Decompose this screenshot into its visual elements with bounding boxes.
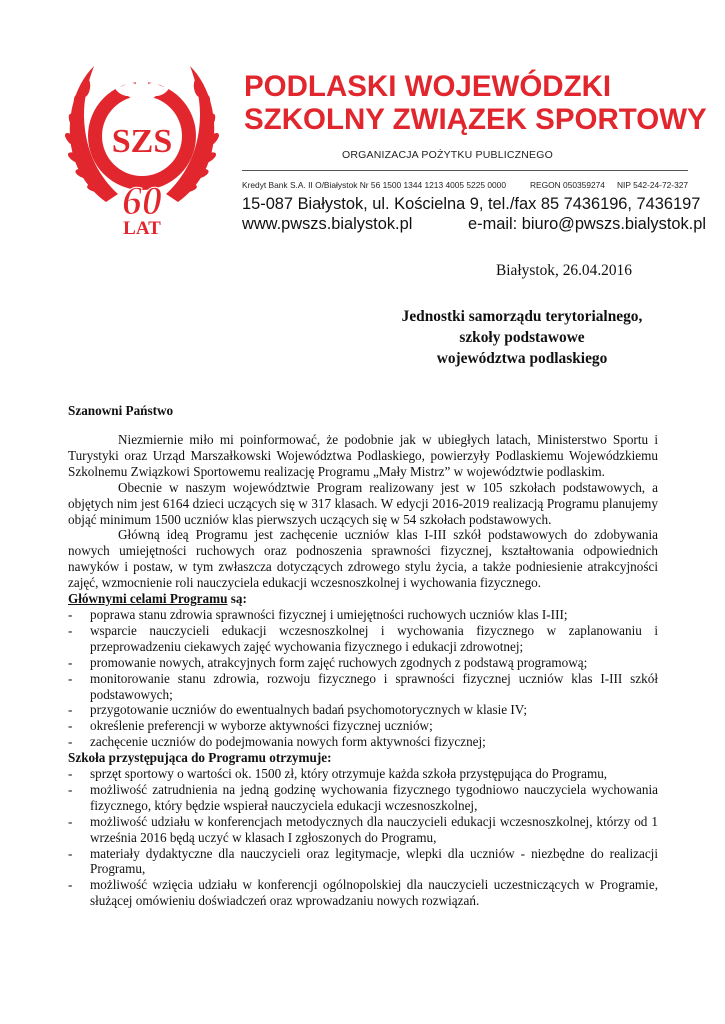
web-contact — [242, 215, 706, 234]
org-name-line1: PODLASKI WOJEWÓDZKI — [244, 70, 612, 103]
nip-number: NIP 542-24-72-327 — [616, 180, 689, 190]
goals-heading — [68, 591, 658, 607]
header-divider — [242, 170, 688, 171]
szs-60-lat-logo — [54, 52, 230, 238]
list-item: - możliwość zatrudnienia na jedną godzinę wychowania fizycznego tygodniowo nauczyciela wychowania fizycznego, który będzie wspierał nauczyciela edukacji wczesnoszkolnej, — [68, 782, 658, 814]
goals-list — [68, 607, 658, 750]
recipient-line: województwa podlaskiego — [436, 350, 608, 367]
logo-anniversary-word: LAT — [123, 218, 161, 238]
list-item: - monitorowanie stanu zdrowia, rozwoju fizycznego i sprawności fizycznej uczniów klas I-III szkół podstawowych; — [68, 671, 658, 703]
organization-type: ORGANIZACJA POŻYTKU PUBLICZNEGO — [342, 149, 553, 161]
salutation: Szanowni Państwo — [68, 403, 174, 418]
body-paragraph: Obecnie w naszym województwie Program realizowany jest w 105 szkołach podstawowych, a objętych nim jest 6164 dzieci uczących się w 317 klasach. W edycji 2016-2019 realizacją Programu planujemy objąć minimum 1500 uczniów klas pierwszych uczących się w 54 szkołach podstawowych. — [68, 479, 658, 527]
list-item: - poprawa stanu zdrowia sprawności fizycznej i umiejętności ruchowych uczniów klas I-III; — [68, 607, 658, 623]
postal-address: 15-087 Białystok, ul. Kościelna 9, tel./fax 85 7436196, 7436197 — [242, 195, 701, 213]
goals-heading-suffix: są: — [227, 591, 247, 607]
bank-account: Kredyt Bank S.A. II O/Białystok Nr 56 1500 1344 1213 4005 5225 0000 — [242, 180, 506, 190]
benefits-heading: Szkoła przystępująca do Programu otrzymuje: — [68, 750, 332, 766]
list-item: - sprzęt sportowy o wartości ok. 1500 zł, który otrzymuje każda szkoła przystępująca do Programu, — [68, 766, 658, 782]
list-item: - promowanie nowych, atrakcyjnych form zajęć ruchowych zgodnych z podstawą programową; — [68, 655, 658, 671]
recipient-block — [372, 306, 672, 369]
recipient-line: szkoły podstawowe — [459, 329, 585, 346]
list-item: - określenie preferencji w wyborze aktywności fizycznej uczniów; — [68, 718, 658, 734]
letter-body — [68, 432, 658, 909]
list-item: - materiały dydaktyczne dla nauczycieli oraz legitymacje, wlepki dla uczniów - niezbędne do realizacji Programu, — [68, 846, 658, 878]
org-name-line2: SZKOLNY ZWIĄZEK SPORTOWY — [244, 103, 707, 136]
list-item: - zachęcenie uczniów do podejmowania nowych form aktywności fizycznej; — [68, 734, 658, 750]
list-item: - możliwość udziału w konferencjach metodycznych dla nauczycieli edukacji wczesnoszkolnej, którzy od 1 września 2016 będą uczyć w klasach I zgłoszonych do Programu, — [68, 814, 658, 846]
regon-number: REGON 050359274 — [530, 180, 605, 190]
benefits-list — [68, 766, 658, 909]
body-paragraph: Główną ideą Programu jest zachęcenie uczniów klas I-III szkół podstawowych do zdobywania nowych umiejętności ruchowych oraz podnoszenia sprawności fizycznej, kształtowania odpowiednich nawyków i postaw, w tym zwłaszcza dotyczących zdrowego stylu życia, a także podniesienie atrakcyjności zajęć, wzmocnienie roli nauczyciela edukacji wczesnoszkolnej i wychowania fizycznego. — [68, 527, 658, 591]
recipient-line: Jednostki samorządu terytorialnego, — [401, 308, 643, 325]
logo-szs-text: SZS — [111, 123, 173, 160]
goals-heading-underlined: Głównymi celami Programu — [68, 591, 228, 607]
bank-details — [242, 180, 688, 190]
organization-name — [244, 70, 707, 136]
website-link[interactable]: www.pwszs.bialystok.pl — [242, 215, 413, 233]
list-item: - przygotowanie uczniów do ewentualnych badań psychomotorycznych w klasie IV; — [68, 702, 658, 718]
list-item: - wsparcie nauczycieli edukacji wczesnoszkolnej i wychowania fizycznego w zaplanowaniu i przeprowadzeniu ciekawych zajęć wychowania fizycznego i edukacji zdrowotnej; — [68, 623, 658, 655]
email-link[interactable]: e-mail: biuro@pwszs.bialystok.pl — [468, 215, 706, 233]
logo-anniversary-number: 60 — [122, 178, 162, 223]
body-paragraph: Niezmiernie miło mi poinformować, że podobnie jak w ubiegłych latach, Ministerstwo Sportu i Turystyki oraz Urząd Marszałkowski Województwa Podlaskiego, powierzyły Podlaskiemu Wojewódzkiemu Szkolnemu Związkowi Sportowemu realizację Programu „Mały Mistrz” w województwie podlaskim. — [68, 432, 658, 479]
list-item: - możliwość wzięcia udziału w konferencji ogólnopolskiej dla nauczycieli uczestniczących w Programie, służącej omówieniu doświadczeń oraz wprowadzaniu nowych rozwiązań. — [68, 877, 658, 909]
place-date: Białystok, 26.04.2016 — [496, 262, 632, 279]
